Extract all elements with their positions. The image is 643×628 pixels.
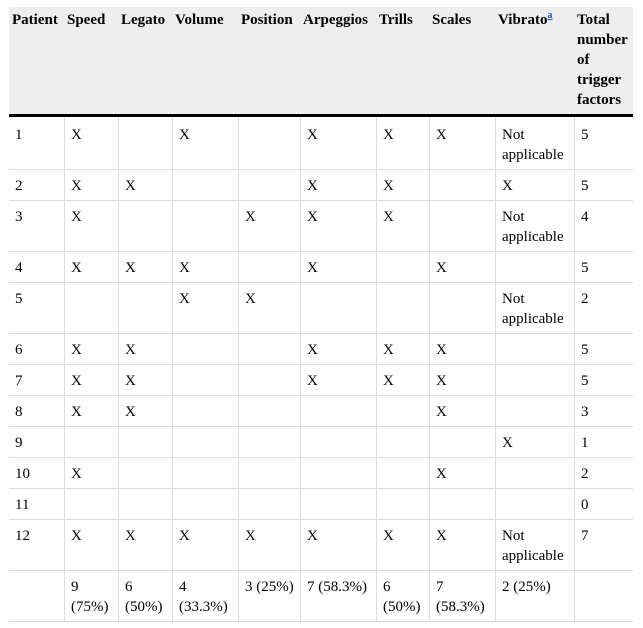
cell-speed: X [64,396,118,427]
cell-volume [172,201,238,252]
cell-position: X [238,201,300,252]
cell-speed: X [64,520,118,571]
cell-arpeggios [300,489,376,520]
cell-total: 1 [574,427,633,458]
cell-arpeggios [300,283,376,334]
header-patient: Patient [9,7,64,117]
cell-trills: X [376,365,429,396]
cell-volume [172,458,238,489]
cell-trills [376,458,429,489]
cell-speed: X [64,201,118,252]
table-row [9,520,633,571]
cell-trills: X [376,201,429,252]
cell-scales [429,201,495,252]
cell-patient: 8 [9,396,64,427]
cell-total: 4 [574,201,633,252]
cell-arpeggios [300,458,376,489]
cell-speed: X [64,117,118,170]
cell-volume [172,489,238,520]
table-row [9,334,633,365]
cell-volume [172,365,238,396]
table-row [9,365,633,396]
header-vibrato [495,7,574,117]
cell-arpeggios: X [300,117,376,170]
cell-patient: 3 [9,201,64,252]
totals-row [9,571,633,622]
cell-total: 7 [574,520,633,571]
cell-vibrato [495,489,574,520]
cell-arpeggios [300,396,376,427]
cell-trills: X [376,520,429,571]
cell-vibrato [495,252,574,283]
cell-trills [376,252,429,283]
cell-total: 3 [574,396,633,427]
cell-scales: X [429,458,495,489]
cell-vibrato: X [495,427,574,458]
cell-patient: 7 [9,365,64,396]
cell-scales: X [429,365,495,396]
cell-volume: X [172,117,238,170]
cell-patient: 4 [9,252,64,283]
cell-total: 5 [574,334,633,365]
table-row [9,117,633,170]
cell-trills [376,427,429,458]
cell-position [238,252,300,283]
cell-patient: 6 [9,334,64,365]
cell-scales: X [429,117,495,170]
table-row [9,170,633,201]
total-position: 3 (25%) [238,571,300,622]
table-row [9,396,633,427]
cell-vibrato: Not applicable [495,520,574,571]
cell-vibrato [495,365,574,396]
header-volume: Volume [172,7,238,117]
cell-vibrato: X [495,170,574,201]
cell-arpeggios [300,427,376,458]
cell-trills [376,489,429,520]
cell-trills: X [376,170,429,201]
header-vibrato-label: Vibrato [498,12,548,28]
cell-patient: 10 [9,458,64,489]
cell-scales [429,283,495,334]
cell-volume: X [172,520,238,571]
cell-total: 5 [574,252,633,283]
cell-volume [172,170,238,201]
cell-scales [429,427,495,458]
cell-patient: 12 [9,520,64,571]
cell-position [238,365,300,396]
cell-patient: 9 [9,427,64,458]
header-speed: Speed [64,7,118,117]
cell-vibrato: Not applicable [495,201,574,252]
cell-scales: X [429,520,495,571]
cell-trills [376,283,429,334]
cell-total: 0 [574,489,633,520]
cell-volume: X [172,283,238,334]
cell-trills: X [376,334,429,365]
total-speed: 9 (75%) [64,571,118,622]
cell-total: 5 [574,365,633,396]
cell-speed: X [64,170,118,201]
total-vibrato: 2 (25%) [495,571,574,622]
cell-patient: 2 [9,170,64,201]
cell-arpeggios: X [300,170,376,201]
cell-legato: X [118,396,172,427]
cell-scales [429,489,495,520]
cell-legato: X [118,170,172,201]
cell-scales [429,170,495,201]
header-trills: Trills [376,7,429,117]
cell-speed: X [64,252,118,283]
cell-arpeggios: X [300,334,376,365]
cell-position: X [238,283,300,334]
header-position: Position [238,7,300,117]
cell-arpeggios: X [300,252,376,283]
cell-volume [172,334,238,365]
total-patient [9,571,64,622]
table-row [9,201,633,252]
cell-legato: X [118,334,172,365]
cell-legato [118,117,172,170]
cell-volume: X [172,252,238,283]
cell-position [238,117,300,170]
table-row [9,458,633,489]
cell-arpeggios: X [300,201,376,252]
cell-position [238,489,300,520]
cell-total: 5 [574,170,633,201]
total-arpeggios: 7 (58.3%) [300,571,376,622]
total-legato: 6 (50%) [118,571,172,622]
cell-scales: X [429,396,495,427]
cell-legato: X [118,520,172,571]
trigger-factors-table [9,7,633,622]
cell-legato: X [118,365,172,396]
cell-patient: 11 [9,489,64,520]
total-total [574,571,633,622]
cell-legato: X [118,252,172,283]
cell-position: X [238,520,300,571]
cell-total: 5 [574,117,633,170]
table-row [9,252,633,283]
cell-patient: 5 [9,283,64,334]
total-trills: 6 (50%) [376,571,429,622]
cell-trills [376,396,429,427]
cell-vibrato [495,396,574,427]
cell-legato [118,489,172,520]
cell-position [238,427,300,458]
cell-speed: X [64,365,118,396]
cell-arpeggios: X [300,520,376,571]
header-scales: Scales [429,7,495,117]
cell-vibrato [495,458,574,489]
header-row [9,7,633,117]
cell-legato [118,458,172,489]
cell-legato [118,427,172,458]
table-row [9,427,633,458]
table-row [9,283,633,334]
cell-arpeggios: X [300,365,376,396]
cell-position [238,170,300,201]
cell-volume [172,396,238,427]
cell-trills: X [376,117,429,170]
cell-scales: X [429,252,495,283]
cell-position [238,458,300,489]
cell-speed [64,489,118,520]
header-total: Total number of trigger factors [574,7,633,117]
vibrato-footnote-link[interactable]: a [547,10,553,21]
cell-speed: X [64,334,118,365]
cell-volume [172,427,238,458]
cell-position [238,334,300,365]
header-arpeggios: Arpeggios [300,7,376,117]
cell-total: 2 [574,458,633,489]
table-body [9,117,633,571]
cell-patient: 1 [9,117,64,170]
table-row [9,489,633,520]
cell-scales: X [429,334,495,365]
cell-position [238,396,300,427]
cell-total: 2 [574,283,633,334]
cell-vibrato [495,334,574,365]
cell-vibrato: Not applicable [495,117,574,170]
cell-legato [118,201,172,252]
cell-speed [64,427,118,458]
total-volume: 4 (33.3%) [172,571,238,622]
cell-speed: X [64,458,118,489]
total-scales: 7 (58.3%) [429,571,495,622]
header-legato: Legato [118,7,172,117]
cell-vibrato: Not applicable [495,283,574,334]
cell-speed [64,283,118,334]
cell-legato [118,283,172,334]
